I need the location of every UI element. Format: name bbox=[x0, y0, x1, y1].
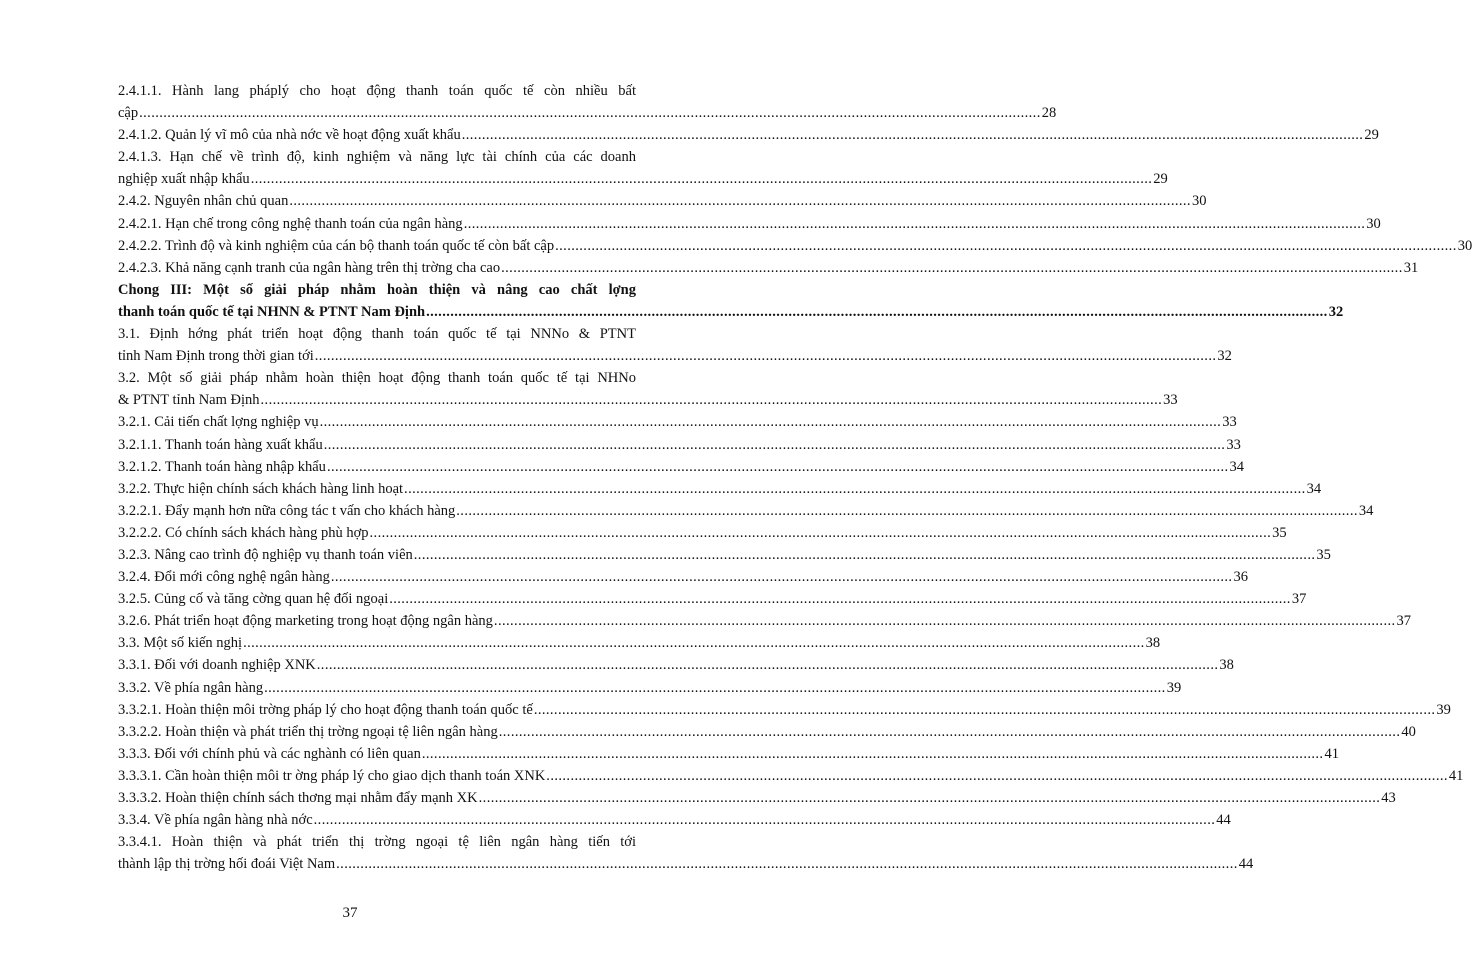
toc-entry-title: 3.2.1.1. Thanh toán hàng xuất khẩu bbox=[118, 436, 323, 453]
toc-entry bbox=[118, 279, 1344, 323]
toc-entry-title: thanh toán quốc tế tại NHNN & PTNT Nam Định bbox=[118, 303, 426, 320]
toc-page-number: 28 bbox=[1041, 105, 1057, 122]
toc-entry bbox=[118, 478, 1322, 500]
toc-entry bbox=[118, 257, 1419, 279]
toc-page-number: 38 bbox=[1219, 657, 1234, 674]
toc-page-number: 37 bbox=[1291, 591, 1307, 608]
toc-page-number: 32 bbox=[1217, 348, 1232, 365]
toc-page-number: 33 bbox=[1226, 436, 1241, 453]
toc-entry-title: 3.2.4. Đổi mới công nghệ ngân hàng bbox=[118, 569, 330, 586]
toc-entry-title: cập bbox=[118, 105, 139, 122]
dot-leader bbox=[320, 411, 1222, 433]
toc-entry-title: 2.4.1.2. Quản lý vĩ mô của nhà nớc về hoạt động xuất khẩu bbox=[118, 127, 461, 144]
toc-entry bbox=[118, 677, 1182, 699]
toc-entry-title: 3.3.2.1. Hoàn thiện môi trờng pháp lý cho hoạt động thanh toán quốc tế bbox=[118, 701, 533, 718]
toc-entry-title: 3.3.3. Đối với chính phủ và các nghành có liên quan bbox=[118, 745, 421, 762]
toc-entry bbox=[118, 213, 1381, 235]
toc-entry bbox=[118, 411, 1237, 433]
dot-leader bbox=[422, 743, 1324, 765]
toc-entry bbox=[118, 721, 1416, 743]
toc-entry bbox=[118, 146, 1168, 190]
toc-entry-title: 3.3.3.1. Cần hoàn thiện môi tr ờng pháp lý cho giao dịch thanh toán XNK bbox=[118, 767, 546, 784]
toc-entry bbox=[118, 654, 1234, 676]
toc-entry-title-line: 3.3.4.1. Hoàn thiện và phát triển thị trờng ngoại tệ liên ngân hàng tiến tới bbox=[118, 834, 636, 851]
toc-page-number: 33 bbox=[1163, 392, 1178, 409]
toc-page-number: 44 bbox=[1238, 856, 1254, 873]
dot-leader bbox=[261, 389, 1163, 411]
dot-leader bbox=[327, 456, 1229, 478]
toc-page-number: 37 bbox=[1396, 613, 1412, 630]
toc-entry-title: 3.2.2.2. Có chính sách khách hàng phù hợp bbox=[118, 524, 369, 541]
toc-entry-title: & PTNT tỉnh Nam Định bbox=[118, 392, 260, 409]
toc-entry-title: 3.2.1.2. Thanh toán hàng nhập khẩu bbox=[118, 458, 326, 475]
toc-entry-title: 3.2.3. Nâng cao trình độ nghiệp vụ thanh toán viên bbox=[118, 546, 413, 563]
toc-page-number: 34 bbox=[1358, 502, 1374, 519]
dot-leader bbox=[456, 500, 1358, 522]
toc-page-number: 43 bbox=[1381, 790, 1396, 806]
toc-entry-title: 2.4.2.3. Khả năng cạnh tranh của ngân hàng trên thị trờng cha cao bbox=[118, 259, 501, 276]
toc-entry-title: 3.3.4. Về phía ngân hàng nhà nớc bbox=[118, 812, 313, 829]
dot-leader bbox=[317, 654, 1219, 676]
toc-page-number: 30 bbox=[1366, 215, 1381, 232]
toc-entry bbox=[118, 610, 1412, 632]
dot-leader bbox=[139, 102, 1041, 124]
toc-page-number: 44 bbox=[1216, 812, 1231, 829]
toc-page-number: 30 bbox=[1191, 193, 1207, 210]
page-number: 37 bbox=[342, 905, 358, 921]
toc-entry bbox=[118, 434, 1241, 456]
toc-entry bbox=[118, 323, 1232, 367]
dot-leader bbox=[462, 124, 1364, 146]
toc-entry bbox=[118, 367, 1178, 411]
toc-entry-title: 3.2.2.1. Đẩy mạnh hơn nữa công tác t vấn cho khách hàng bbox=[118, 502, 456, 519]
toc-page-number: 29 bbox=[1153, 171, 1168, 188]
toc-entry-title: 3.3. Một số kiến nghị bbox=[118, 635, 243, 652]
dot-leader bbox=[499, 721, 1401, 743]
toc-page-number: 41 bbox=[1324, 745, 1339, 762]
toc-entry-title-line: 3.1. Định hớng phát triển hoạt động thanh toán quốc tế tại NNNo & PTNT bbox=[118, 326, 636, 343]
dot-leader bbox=[243, 632, 1145, 654]
toc-page-number: 38 bbox=[1145, 635, 1161, 652]
toc-entry-title: 2.4.2. Nguyên nhân chủ quan bbox=[118, 193, 289, 210]
dot-leader bbox=[494, 610, 1396, 632]
toc-page-number: 32 bbox=[1328, 303, 1344, 320]
toc-entry bbox=[118, 831, 1254, 875]
toc-entry-title: 2.4.2.2. Trình độ và kinh nghiệm của cán bộ thanh toán quốc tế còn bất cập bbox=[118, 237, 555, 254]
dot-leader bbox=[404, 478, 1306, 500]
toc-entry bbox=[118, 522, 1287, 544]
toc-entry bbox=[118, 190, 1207, 212]
toc-entry-title: 3.2.6. Phát triển hoạt động marketing trong hoạt động ngân hàng bbox=[118, 613, 493, 630]
toc-page-number: 29 bbox=[1364, 127, 1379, 144]
toc-page-number: 39 bbox=[1436, 701, 1451, 718]
dot-leader bbox=[264, 677, 1166, 699]
toc-page-number: 36 bbox=[1233, 569, 1248, 586]
dot-leader bbox=[546, 765, 1448, 787]
toc-page-number: 41 bbox=[1448, 767, 1464, 784]
toc-page-number: 39 bbox=[1166, 679, 1182, 696]
toc-entry bbox=[118, 80, 1057, 124]
dot-leader bbox=[315, 345, 1217, 367]
dot-leader bbox=[331, 566, 1233, 588]
toc-entry bbox=[118, 500, 1374, 522]
dot-leader bbox=[426, 301, 1328, 323]
dot-leader bbox=[324, 434, 1226, 456]
toc-entry bbox=[118, 787, 1396, 809]
toc-entry bbox=[118, 566, 1248, 588]
dot-leader bbox=[534, 699, 1436, 721]
toc-entry bbox=[118, 743, 1339, 765]
dot-leader bbox=[251, 168, 1153, 190]
toc-entry-title: 2.4.2.1. Hạn chế trong công nghệ thanh toán của ngân hàng bbox=[118, 215, 463, 232]
toc-entry-title-line: Chong III: Một số giải pháp nhằm hoàn thiện và nâng cao chất lợng bbox=[118, 281, 636, 298]
toc-entry bbox=[118, 588, 1307, 610]
toc-entry-title: 3.3.2.2. Hoàn thiện và phát triển thị trờng ngoại tệ liên ngân hàng bbox=[118, 723, 498, 740]
toc-entry-title: tỉnh Nam Định trong thời gian tới bbox=[118, 348, 314, 365]
toc-entry-title: nghiệp xuất nhập khẩu bbox=[118, 171, 250, 188]
toc-entry bbox=[118, 544, 1331, 566]
toc-entry bbox=[118, 456, 1245, 478]
dot-leader bbox=[464, 213, 1366, 235]
dot-leader bbox=[479, 787, 1381, 809]
toc-page-number: 31 bbox=[1403, 259, 1419, 276]
toc-entry bbox=[118, 699, 1451, 721]
toc-entry-title: 3.3.3.2. Hoàn thiện chính sách thơng mại nhằm đẩy mạnh XK bbox=[118, 790, 478, 806]
toc-entry-title-line: 3.2. Một số giải pháp nhằm hoàn thiện hoạt động thanh toán quốc tế tại NHNo bbox=[118, 370, 636, 387]
toc-entry-title: 3.2.5. Củng cố và tăng cờng quan hệ đối ngoại bbox=[118, 591, 389, 608]
toc-page-number: 30 bbox=[1457, 237, 1472, 254]
dot-leader bbox=[370, 522, 1272, 544]
dot-leader bbox=[336, 853, 1238, 875]
table-of-contents bbox=[118, 80, 1472, 875]
toc-entry-title: 3.3.2. Về phía ngân hàng bbox=[118, 679, 264, 696]
toc-entry-title: 3.2.1. Cải tiến chất lợng nghiệp vụ bbox=[118, 414, 319, 431]
toc-entry bbox=[118, 124, 1379, 146]
toc-page-number: 35 bbox=[1272, 524, 1287, 541]
dot-leader bbox=[414, 544, 1316, 566]
toc-page-number: 33 bbox=[1222, 414, 1237, 431]
toc-entry-title: 3.3.1. Đối với doanh nghiệp XNK bbox=[118, 657, 316, 674]
toc-page-number: 34 bbox=[1229, 458, 1245, 475]
toc-entry-title: thành lập thị trờng hối đoái Việt Nam bbox=[118, 856, 336, 873]
toc-entry bbox=[118, 235, 1472, 257]
toc-entry bbox=[118, 632, 1161, 654]
dot-leader bbox=[289, 190, 1191, 212]
dot-leader bbox=[389, 588, 1291, 610]
toc-entry-title-line: 2.4.1.1. Hành lang pháplý cho hoạt động thanh toán quốc tế còn nhiều bất bbox=[118, 83, 636, 99]
toc-entry bbox=[118, 809, 1231, 831]
dot-leader bbox=[555, 235, 1457, 257]
toc-entry-title: 3.2.2. Thực hiện chính sách khách hàng linh hoạt bbox=[118, 480, 404, 497]
toc-entry bbox=[118, 765, 1464, 787]
toc-page-number: 40 bbox=[1401, 723, 1416, 740]
toc-entry-title-line: 2.4.1.3. Hạn chế về trình độ, kinh nghiệm và năng lực tài chính của các doanh bbox=[118, 149, 636, 166]
toc-page-number: 35 bbox=[1316, 546, 1331, 563]
dot-leader bbox=[501, 257, 1403, 279]
dot-leader bbox=[314, 809, 1216, 831]
toc-page-number: 34 bbox=[1306, 480, 1322, 497]
